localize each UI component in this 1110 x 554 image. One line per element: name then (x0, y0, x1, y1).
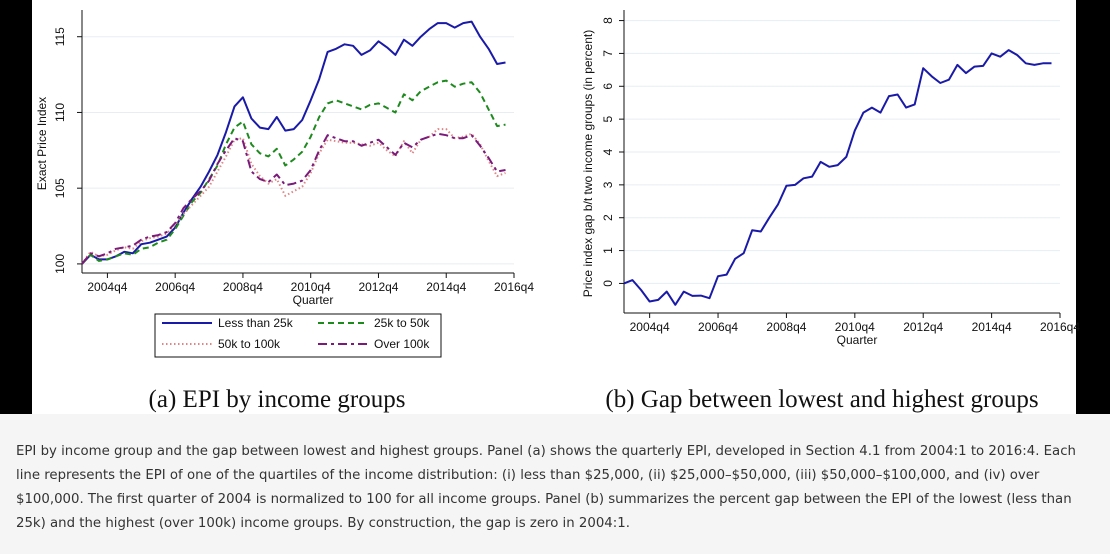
legend-label-3: Over 100k (374, 337, 430, 351)
y-tick-label-a-1: 105 (53, 178, 68, 199)
x-tick-label-b-6: 2016q4 (1039, 320, 1081, 334)
x-tick-label-b-3: 2010q4 (834, 320, 875, 334)
y-tick-label-b-4: 4 (601, 148, 616, 156)
y-axis-title-b: Price index gap b/t two income groups (in percent) (581, 29, 595, 298)
x-tick-label-a-4: 2012q4 (358, 280, 399, 294)
x-tick-label-a-5: 2014q4 (426, 280, 467, 294)
y-tick-label-b-6: 6 (601, 82, 616, 90)
x-axis-title-b: Quarter (836, 333, 878, 347)
x-tick-label-b-2: 2008q4 (766, 320, 807, 334)
x-tick-label-a-2: 2008q4 (222, 280, 263, 294)
y-tick-label-b-8: 8 (601, 17, 616, 24)
y-tick-label-a-0: 100 (53, 253, 68, 274)
x-tick-label-b-0: 2004q4 (629, 320, 670, 334)
figure-panels (32, 0, 1081, 414)
x-tick-label-a-1: 2006q4 (155, 280, 196, 294)
y-tick-label-b-7: 7 (601, 50, 616, 57)
panel-title-a: (a) EPI by income groups (148, 386, 406, 413)
x-tick-label-b-1: 2006q4 (698, 320, 739, 334)
x-tick-label-a-0: 2004q4 (87, 280, 128, 294)
x-tick-label-b-4: 2012q4 (903, 320, 944, 334)
y-tick-label-b-1: 1 (601, 247, 616, 254)
series-line-b-0 (624, 50, 1052, 305)
legend-label-2: 50k to 100k (218, 337, 281, 351)
figure-caption: EPI by income group and the gap between lowest and highest groups. Panel (a) shows the quarterly EPI, developed in Section 4.1 from 2004:1 to 2016:4. Each line represents the EPI of one of the quartiles of the income distribution: (i) less than $25,000, (ii) $25,000–$50,000, (iii) $50,000–$100,000, and (iv) over $100,000. The first quarter of 2004 is normalized to 100 for all income groups. Panel (b) summarizes the percent gap between the EPI of the lowest (less than 25k) and the highest (over 100k) income groups. By construction, the gap is zero in 2004:1. (16, 444, 1076, 531)
legend-label-1: 25k to 50k (374, 316, 430, 330)
y-tick-label-b-0: 0 (601, 280, 616, 287)
y-tick-label-b-5: 5 (601, 115, 616, 123)
y-axis-title-a: Exact Price Index (35, 96, 49, 191)
y-tick-label-b-2: 2 (601, 214, 616, 222)
x-tick-label-b-5: 2014q4 (971, 320, 1012, 334)
legend-label-0: Less than 25k (218, 316, 293, 330)
y-tick-label-a-3: 115 (53, 27, 68, 47)
y-tick-label-a-2: 110 (53, 102, 68, 123)
series-line-a-1 (82, 81, 506, 264)
figure-svg (32, 0, 1081, 414)
y-tick-label-b-3: 3 (601, 181, 616, 189)
x-axis-title-a: Quarter (292, 293, 334, 307)
x-tick-label-a-3: 2010q4 (290, 280, 331, 294)
x-tick-label-a-6: 2016q4 (493, 280, 535, 294)
panel-title-b: (b) Gap between lowest and highest groups (605, 386, 1039, 413)
series-line-a-0 (82, 22, 506, 264)
